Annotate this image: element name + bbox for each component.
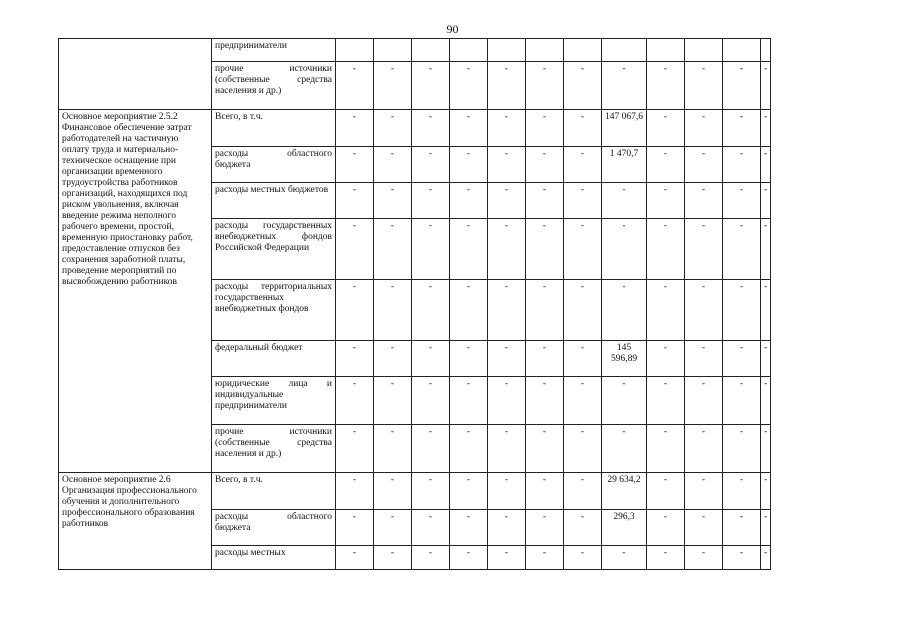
value-cell: - — [412, 183, 450, 219]
value-cell: - — [374, 425, 412, 473]
value-cell: 29 634,2 — [602, 473, 647, 510]
value-cell: - — [647, 341, 685, 377]
value-cell: - — [488, 110, 526, 147]
value-cell: - — [336, 473, 374, 510]
value-cell: - — [412, 473, 450, 510]
value-cell: - — [412, 219, 450, 280]
value-cell: - — [526, 377, 564, 425]
value-cell — [685, 39, 723, 62]
value-cell: - — [374, 473, 412, 510]
value-cell: - — [685, 280, 723, 341]
value-cell: - — [647, 183, 685, 219]
value-cell: - — [450, 377, 488, 425]
value-cell: - — [564, 377, 602, 425]
value-cell: - — [602, 280, 647, 341]
value-cell: - — [488, 147, 526, 183]
value-cell: - — [685, 341, 723, 377]
value-cell: - — [723, 147, 761, 183]
value-cell: - — [488, 377, 526, 425]
value-cell: - — [526, 510, 564, 546]
value-cell: - — [647, 280, 685, 341]
value-cell: - — [336, 280, 374, 341]
value-cell: - — [374, 62, 412, 110]
funding-source-cell: расходы местных бюджетов — [212, 183, 336, 219]
value-cell: - — [412, 341, 450, 377]
value-cell: - — [412, 62, 450, 110]
value-cell: - — [412, 147, 450, 183]
value-cell: - — [602, 377, 647, 425]
value-cell — [723, 39, 761, 62]
value-cell: - — [685, 510, 723, 546]
value-cell: - — [564, 473, 602, 510]
value-cell: - — [336, 183, 374, 219]
value-cell: - — [374, 147, 412, 183]
value-cell: - — [450, 219, 488, 280]
value-cell: - — [336, 341, 374, 377]
value-cell: - — [336, 62, 374, 110]
value-cell: - — [761, 546, 771, 570]
value-cell: - — [723, 377, 761, 425]
value-cell: - — [647, 473, 685, 510]
value-cell — [450, 39, 488, 62]
value-cell: - — [526, 62, 564, 110]
value-cell: - — [564, 110, 602, 147]
funding-source-cell: предприниматели — [212, 39, 336, 62]
value-cell: - — [723, 473, 761, 510]
value-cell: - — [761, 377, 771, 425]
value-cell: - — [374, 219, 412, 280]
value-cell: - — [526, 546, 564, 570]
value-cell: 145 596,89 — [602, 341, 647, 377]
value-cell: - — [761, 183, 771, 219]
value-cell: - — [526, 341, 564, 377]
value-cell: - — [488, 280, 526, 341]
funding-source-cell: расходы местных — [212, 546, 336, 570]
value-cell: - — [450, 62, 488, 110]
value-cell: - — [761, 219, 771, 280]
value-cell: - — [647, 425, 685, 473]
value-cell: - — [336, 377, 374, 425]
value-cell: - — [374, 377, 412, 425]
value-cell: - — [685, 62, 723, 110]
value-cell: - — [647, 219, 685, 280]
value-cell: - — [564, 425, 602, 473]
funding-source-cell: расходы государственных внебюджетных фондов Российской Федерации — [212, 219, 336, 280]
value-cell: - — [723, 341, 761, 377]
value-cell: - — [488, 62, 526, 110]
value-cell: - — [602, 183, 647, 219]
value-cell: - — [761, 425, 771, 473]
value-cell: - — [761, 110, 771, 147]
value-cell: - — [564, 546, 602, 570]
value-cell: - — [564, 62, 602, 110]
value-cell: - — [412, 280, 450, 341]
value-cell: - — [723, 183, 761, 219]
value-cell: - — [685, 425, 723, 473]
value-cell: - — [336, 425, 374, 473]
value-cell — [602, 39, 647, 62]
value-cell: - — [685, 219, 723, 280]
value-cell: - — [564, 280, 602, 341]
value-cell: - — [564, 341, 602, 377]
value-cell: - — [761, 473, 771, 510]
value-cell: - — [450, 425, 488, 473]
table-row — [59, 110, 771, 147]
value-cell: 147 067,6 — [602, 110, 647, 147]
funding-source-cell: прочие источники (собственные средства населения и др.) — [212, 425, 336, 473]
value-cell: - — [488, 219, 526, 280]
value-cell: - — [450, 147, 488, 183]
value-cell: - — [761, 147, 771, 183]
funding-source-cell: расходы областного бюджета — [212, 510, 336, 546]
value-cell: - — [761, 280, 771, 341]
value-cell: - — [564, 147, 602, 183]
value-cell: - — [450, 510, 488, 546]
value-cell: - — [602, 62, 647, 110]
value-cell: - — [526, 147, 564, 183]
value-cell: - — [412, 425, 450, 473]
value-cell: - — [488, 425, 526, 473]
value-cell: - — [526, 110, 564, 147]
value-cell: - — [685, 183, 723, 219]
value-cell: - — [412, 510, 450, 546]
value-cell: - — [336, 110, 374, 147]
funding-source-cell: расходы областного бюджета — [212, 147, 336, 183]
value-cell: - — [450, 473, 488, 510]
value-cell: - — [374, 110, 412, 147]
value-cell: - — [412, 546, 450, 570]
value-cell: - — [450, 546, 488, 570]
value-cell: - — [602, 219, 647, 280]
value-cell: - — [564, 219, 602, 280]
value-cell: - — [647, 110, 685, 147]
value-cell — [374, 39, 412, 62]
value-cell — [488, 39, 526, 62]
value-cell: - — [526, 219, 564, 280]
value-cell: - — [685, 473, 723, 510]
value-cell: - — [412, 377, 450, 425]
value-cell: - — [564, 510, 602, 546]
value-cell: 296,3 — [602, 510, 647, 546]
value-cell: - — [761, 62, 771, 110]
value-cell: - — [336, 510, 374, 546]
table-row — [59, 473, 771, 510]
value-cell: - — [488, 341, 526, 377]
value-cell: - — [564, 183, 602, 219]
value-cell: 1 470,7 — [602, 147, 647, 183]
value-cell: - — [450, 280, 488, 341]
value-cell: - — [761, 510, 771, 546]
value-cell: - — [685, 110, 723, 147]
funding-source-cell: федеральный бюджет — [212, 341, 336, 377]
value-cell: - — [374, 510, 412, 546]
measure-cell — [59, 39, 212, 110]
measure-cell: Основное мероприятие 2.6 Организация профессионального обучения и дополнительного профессионального образования работников — [59, 473, 212, 570]
value-cell: - — [336, 147, 374, 183]
funding-source-cell: Всего, в т.ч. — [212, 473, 336, 510]
value-cell: - — [723, 280, 761, 341]
value-cell: - — [374, 546, 412, 570]
value-cell: - — [602, 546, 647, 570]
value-cell: - — [374, 341, 412, 377]
value-cell: - — [526, 473, 564, 510]
value-cell: - — [723, 110, 761, 147]
value-cell: - — [647, 62, 685, 110]
value-cell — [412, 39, 450, 62]
value-cell: - — [488, 510, 526, 546]
value-cell: - — [374, 183, 412, 219]
value-cell: - — [685, 546, 723, 570]
measure-cell: Основное мероприятие 2.5.2 Финансовое обеспечение затрат работодателей на частичную оплату труда и материально-техническое оснащение при организации временного трудоустройства работников организаций, находящихся под риском увольнения, включая введение режима неполного рабочего времени, простой, временную приостановку работ, предоставление отпусков без сохранения заработной платы, проведение мероприятий по высвобождению работников — [59, 110, 212, 473]
value-cell: - — [685, 377, 723, 425]
funding-source-cell: расходы территориальных государственных внебюджетных фондов — [212, 280, 336, 341]
value-cell: - — [374, 280, 412, 341]
value-cell: - — [412, 110, 450, 147]
value-cell: - — [336, 219, 374, 280]
value-cell: - — [647, 377, 685, 425]
value-cell: - — [723, 62, 761, 110]
funding-source-cell: прочие источники (собственные средства населения и др.) — [212, 62, 336, 110]
table-row — [59, 39, 771, 62]
value-cell: - — [526, 280, 564, 341]
value-cell: - — [761, 341, 771, 377]
value-cell: - — [647, 510, 685, 546]
value-cell: - — [488, 546, 526, 570]
value-cell — [761, 39, 771, 62]
value-cell: - — [488, 473, 526, 510]
value-cell: - — [647, 546, 685, 570]
value-cell: - — [450, 341, 488, 377]
page-number: 90 — [446, 22, 459, 36]
value-cell: - — [336, 546, 374, 570]
value-cell: - — [526, 183, 564, 219]
value-cell — [647, 39, 685, 62]
value-cell: - — [526, 425, 564, 473]
funding-source-cell: Всего, в т.ч. — [212, 110, 336, 147]
value-cell: - — [450, 110, 488, 147]
value-cell: - — [602, 425, 647, 473]
value-cell: - — [450, 183, 488, 219]
value-cell: - — [723, 219, 761, 280]
funding-source-cell: юридические лица и индивидуальные предприниматели — [212, 377, 336, 425]
value-cell — [336, 39, 374, 62]
value-cell: - — [723, 425, 761, 473]
financing-table — [58, 38, 771, 570]
value-cell: - — [647, 147, 685, 183]
value-cell — [526, 39, 564, 62]
value-cell — [564, 39, 602, 62]
value-cell: - — [723, 510, 761, 546]
value-cell: - — [685, 147, 723, 183]
value-cell: - — [723, 546, 761, 570]
value-cell: - — [488, 183, 526, 219]
